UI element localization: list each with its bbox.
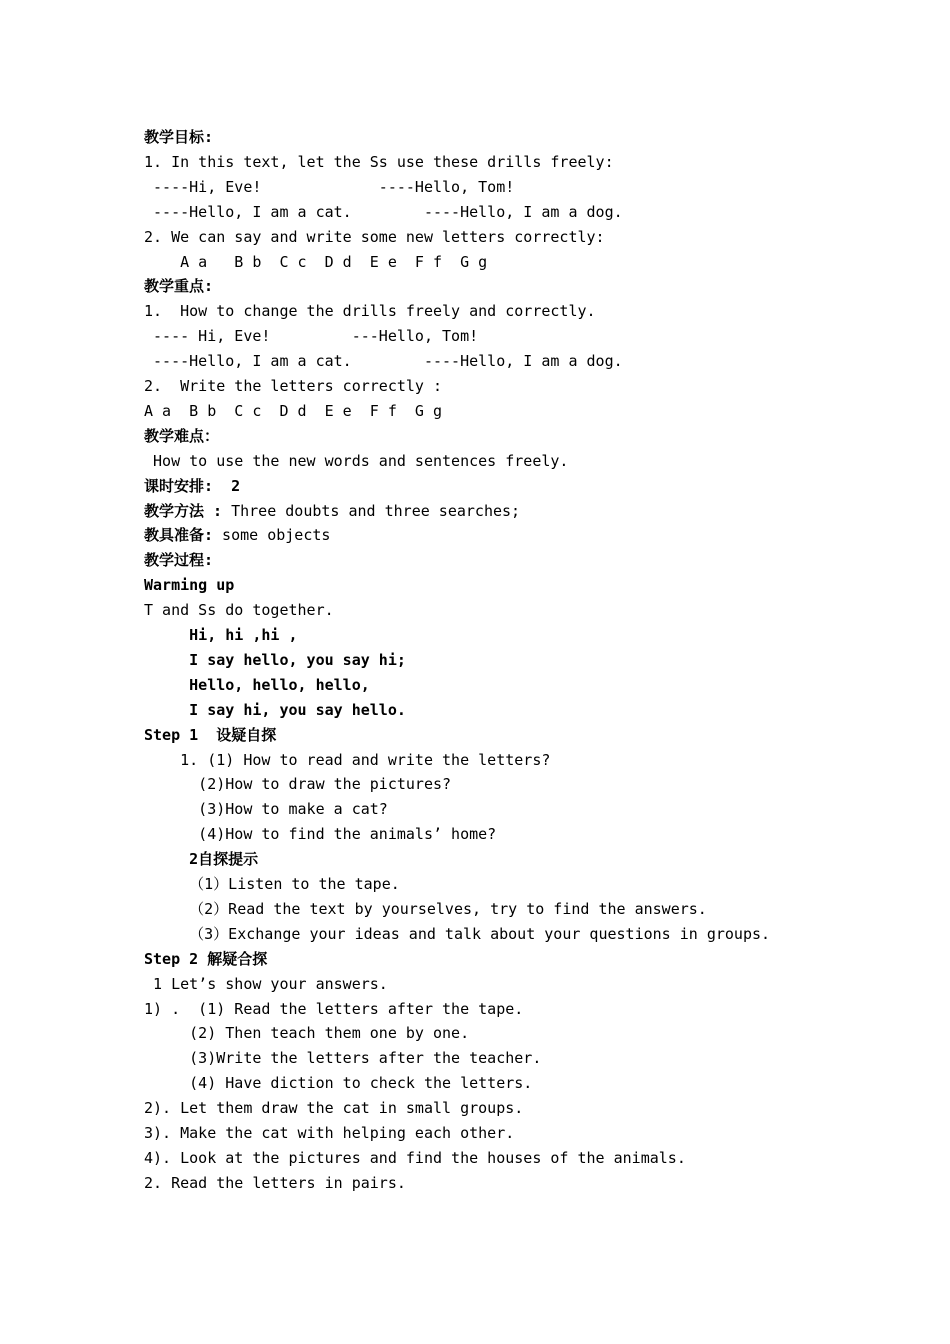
line-value: Three doubts and three searches; bbox=[222, 501, 521, 520]
text-line: A a B b C c D d E e F f G g bbox=[144, 252, 488, 271]
text-line: 1. In this text, let the Ss use these drills freely: bbox=[144, 152, 614, 171]
text-line: (4)How to find the animals’ home? bbox=[144, 825, 497, 844]
text-line: Step 1 设疑自探 bbox=[144, 725, 277, 744]
text-line: 4). Look at the pictures and find the houses of the animals. bbox=[144, 1148, 686, 1167]
text-line: 1 Let’s show your answers. bbox=[144, 974, 388, 993]
text-line: 2自探提示 bbox=[144, 850, 259, 869]
text-line: A a B b C c D d E e F f G g bbox=[144, 401, 443, 420]
text-line: I say hello, you say hi; bbox=[144, 650, 406, 669]
text-line: （1）Listen to the tape. bbox=[144, 875, 400, 893]
text-line: (3)How to make a cat? bbox=[144, 800, 388, 819]
line-label: 教具准备: bbox=[144, 526, 214, 545]
text-line: 1. (1) How to read and write the letters? bbox=[144, 750, 551, 769]
text-line: （3）Exchange your ideas and talk about your questions in groups. bbox=[144, 924, 771, 943]
text-line: 1) . (1) Read the letters after the tape. bbox=[144, 999, 524, 1018]
text-line: ----Hello, I am a cat. ----Hello, I am a dog. bbox=[144, 352, 623, 371]
text-line: ----Hi, Eve! ----Hello, Tom! bbox=[144, 177, 515, 196]
text-line: 教学目标: bbox=[144, 128, 214, 146]
text-line bbox=[144, 524, 330, 546]
text-line: Warming up bbox=[144, 576, 235, 595]
text-line: 教学重点: bbox=[144, 277, 214, 296]
text-line: How to use the new words and sentences freely. bbox=[144, 451, 569, 470]
text-line: Step 2 解疑合探 bbox=[144, 949, 268, 968]
text-line bbox=[144, 500, 520, 522]
text-line: 2. We can say and write some new letters correctly: bbox=[144, 227, 605, 246]
text-line: 3). Make the cat with helping each other. bbox=[144, 1124, 515, 1142]
line-value: some objects bbox=[213, 526, 331, 545]
text-line: （2）Read the text by yourselves, try to find the answers. bbox=[144, 899, 707, 918]
text-line: 教学难点： bbox=[144, 426, 220, 445]
text-line: 1. How to change the drills freely and correctly. bbox=[144, 302, 596, 321]
text-line: 2). Let them draw the cat in small groups. bbox=[144, 1099, 524, 1118]
text-line: (2) Then teach them one by one. bbox=[144, 1024, 470, 1043]
text-line: (3)Write the letters after the teacher. bbox=[144, 1049, 542, 1068]
text-line: I say hi, you say hello. bbox=[144, 700, 406, 719]
text-line: Hello, hello, hello, bbox=[144, 675, 370, 694]
text-line: 课时安排: 2 bbox=[144, 476, 241, 495]
text-line: ---- Hi, Eve! ---Hello, Tom! bbox=[144, 327, 479, 346]
text-line: ----Hello, I am a cat. ----Hello, I am a dog. bbox=[144, 202, 623, 221]
line-label: 教学方法 : bbox=[144, 501, 223, 520]
text-line: 教学过程: bbox=[144, 551, 214, 570]
text-line: (2)How to draw the pictures? bbox=[144, 775, 452, 794]
text-line: 2. Write the letters correctly : bbox=[144, 377, 443, 395]
text-line: T and Ss do together. bbox=[144, 601, 334, 620]
text-line: 2. Read the letters in pairs. bbox=[144, 1173, 406, 1192]
text-line: (4) Have diction to check the letters. bbox=[144, 1074, 533, 1093]
text-line: Hi, hi ,hi , bbox=[144, 626, 298, 644]
